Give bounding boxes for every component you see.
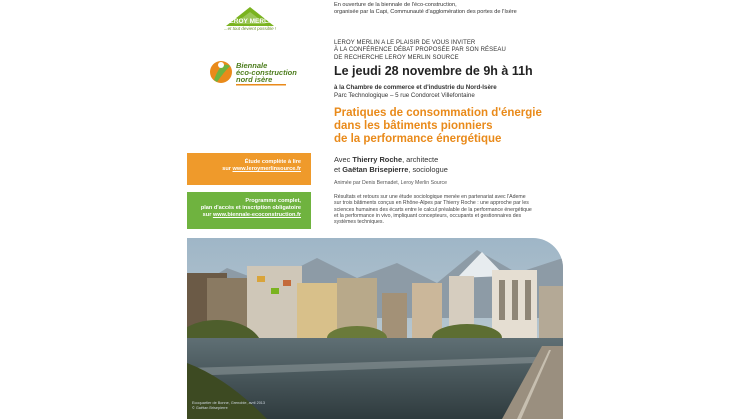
speaker-line: [334, 165, 564, 175]
conference-title: [334, 107, 564, 145]
box-line: Étude complète à lire: [244, 159, 301, 165]
intro-text: [334, 2, 564, 16]
leroy-merlin-logo: [226, 7, 274, 41]
ecoquartier-photo: [187, 238, 563, 419]
box-prefix: sur: [202, 212, 213, 219]
title-line: dans les bâtiments pionniers: [334, 119, 493, 132]
summary-line: sciences humaines des écarts entre le calcul préalable de la performance énergétique: [334, 206, 532, 213]
box-line: Programme complet,: [245, 198, 301, 204]
svg-text:LEROY MERLIN: LEROY MERLIN: [226, 18, 274, 25]
speaker-role: , architecte: [402, 155, 439, 164]
speaker-prefix: et: [334, 165, 343, 174]
intro-line: En ouverture de la biennale de l'éco-construction,: [334, 2, 457, 8]
photo-caption: [192, 401, 282, 411]
caption-line: © Gaëtan Brisepierre: [192, 406, 228, 410]
biennale-link[interactable]: www.biennale-ecoconstruction.fr: [212, 212, 301, 219]
title-line: Pratiques de consommation d'énergie: [334, 107, 542, 119]
summary-line: sur trois bâtiments conçus en Rhône-Alpes par Thierry Roche : une approche par les: [334, 200, 529, 207]
summary-line: et la performance in vivo, impliquant concepteurs, occupants et gestionnaires des: [334, 212, 522, 219]
box-line: [191, 212, 301, 219]
venue-address: Parc Technologique – 5 rue Condorcet Villefontaine: [334, 91, 475, 99]
speaker-role: , sociologue: [408, 165, 448, 174]
speakers: [334, 155, 564, 175]
venue-name: à la Chambre de commerce et d'industrie du Nord-Isère: [334, 84, 497, 91]
event-venue: [334, 84, 564, 100]
biennale-logo-text: [236, 62, 297, 83]
study-link-box: [187, 153, 311, 185]
biennale-logo-line: éco-construction: [236, 68, 297, 77]
speaker-name: Gaëtan Brisepierre: [342, 165, 409, 174]
program-link-box: [187, 192, 311, 229]
box-line: [191, 166, 301, 173]
leroy-merlin-source-link[interactable]: www.leroymerlinsource.fr: [232, 166, 301, 173]
invitation-line: LEROY MERLIN A LE PLAISIR DE VOUS INVITER: [334, 40, 476, 46]
biennale-logo-line: nord isère: [236, 75, 273, 84]
box-line: plan d'accès et inscription obligatoire: [200, 205, 301, 212]
summary-line: Résultats et retours sur une étude sociologique menée en partenariat avec l'Ademe: [334, 194, 526, 200]
moderator-text: Animée par Denis Bernadet, Leroy Merlin Source: [334, 180, 448, 186]
study-summary: [334, 194, 559, 225]
title-line: de la performance énergétique: [334, 132, 502, 145]
invitation-text: [334, 40, 564, 62]
speaker-name: Thierry Roche: [352, 155, 403, 164]
leroy-merlin-tagline: ...et tout devient possible !: [223, 26, 277, 31]
invitation-line: À LA CONFÉRENCE DÉBAT PROPOSÉE PAR SON RÉSEAU: [334, 47, 506, 54]
intro-line: organisée par la Capi, Communauté d'agglomération des portes de l'Isère: [334, 9, 517, 16]
event-date: Le jeudi 28 novembre de 9h à 11h: [334, 64, 533, 78]
biennale-logo-line: Biennale: [236, 61, 268, 70]
speaker-line: [334, 155, 564, 165]
speaker-prefix: Avec: [334, 155, 353, 164]
box-prefix: sur: [222, 166, 233, 173]
invitation-line: DE RECHERCHE LEROY MERLIN SOURCE: [334, 54, 459, 61]
summary-line: systèmes techniques.: [334, 219, 384, 226]
caption-line: Ecoquartier de Bonne, Grenoble, avril 2013: [192, 401, 266, 405]
